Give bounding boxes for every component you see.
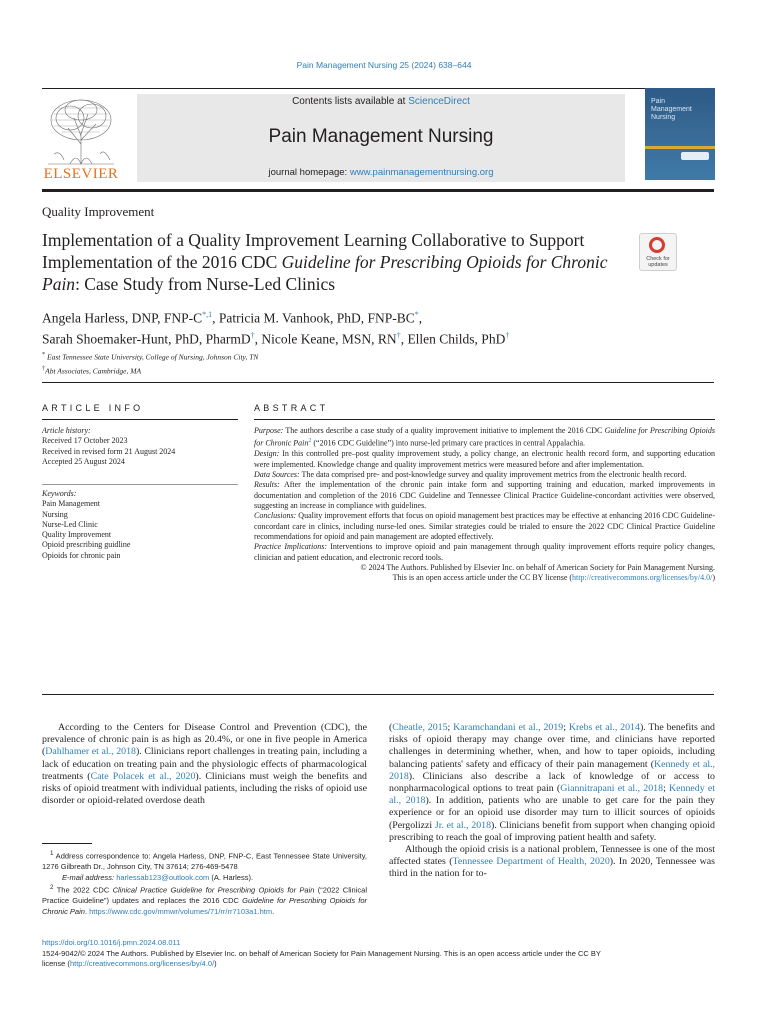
body-text: ). Clinicians also describe a lack of knowledge of or access to nonpharmacological options to treat pain (: [389, 770, 715, 795]
history-label: Article history:: [42, 426, 91, 435]
abstract-results: [254, 480, 715, 511]
footnote-2: [42, 883, 367, 917]
keyword-item: Quality Improvement: [42, 530, 112, 540]
footer-license-suffix: ): [214, 959, 217, 968]
title-part-a: Implementation of a Quality Improvement Learning Collaborative to Support Implementation of the 2016 CDC: [42, 230, 585, 272]
affiliation-1: East Tennessee State University, College of Nursing, Johnson City, TN: [47, 352, 259, 362]
info-top-rule: [42, 382, 714, 383]
footnote-2-italic: Guideline for Prescribing Opioids for Chronic Pain: [42, 896, 367, 916]
author-keane: , Nicole Keane, MSN, RN: [254, 331, 397, 346]
footnote-1-marker: 1: [50, 850, 54, 857]
citation-link[interactable]: Kennedy et al., 2018: [389, 758, 716, 782]
citation-link[interactable]: Krebs et al., 2014: [568, 722, 640, 733]
email-link[interactable]: harlessab123@outlook.com: [116, 872, 210, 882]
citation-link[interactable]: Dahlhamer et al., 2018: [45, 746, 136, 758]
keyword-item: Nurse-Led Clinic: [42, 519, 98, 529]
sources-text: The data comprised pre- and post-knowledge survey and quality improvement metrics from the electronic health record.: [299, 470, 687, 480]
keywords-list: [42, 489, 242, 561]
keyword-item: Nursing: [42, 509, 68, 519]
abstract-data-sources: [254, 470, 715, 480]
author-vanhook-marker[interactable]: *: [414, 310, 419, 319]
abstract-rule: [254, 419, 715, 420]
history-accepted: Accepted 25 August 2024: [42, 456, 125, 466]
footnote-2-number: 2: [50, 884, 54, 891]
sciencedirect-link[interactable]: ScienceDirect: [408, 96, 470, 107]
affiliation-marker-1: *: [42, 351, 46, 358]
footnote-1: [42, 849, 367, 873]
abstract-license: [254, 573, 715, 583]
abstract-conclusions: [254, 511, 715, 542]
journal-cover-thumbnail[interactable]: [645, 88, 715, 180]
body-text: ). In 2020, Tennessee was third in the nation for to-: [389, 856, 715, 880]
body-text: ). Clinicians must weigh the benefits and risks of opioid treatment with individual patients, including the risks of opioid use disorder or opioid-related overdose death: [42, 770, 367, 807]
purpose-text-a: The authors describe a case study of a quality improvement initiative to implement the 2016 CDC: [283, 426, 605, 435]
footnote-2-text: (“2022 Clinical Practice Guideline”) updates and replaces the 2016 CDC: [42, 885, 367, 905]
title-italic: Guideline for Prescribing Opioids for Chronic Pain: [42, 252, 608, 294]
author-keane-marker[interactable]: †: [396, 330, 401, 340]
body-left-column: [42, 722, 367, 807]
citation-link[interactable]: Cheatle, 2015: [392, 722, 448, 733]
license-suffix: ): [712, 573, 715, 583]
email-suffix: (A. Harless).: [209, 872, 254, 882]
cover-stripe: [645, 146, 715, 149]
article-info-heading: ARTICLE INFO: [42, 403, 144, 413]
footnote-rule: [42, 843, 92, 844]
footnote-1-text: Address correspondence to: Angela Harless, DNP, FNP-C, East Tennessee State University, 1276 Gilbreath Dr., Johnson City, TN 37614; 276-469-5478: [42, 851, 367, 871]
citation-link[interactable]: Cate Polacek et al., 2020: [90, 770, 196, 782]
check-updates-icon: [649, 237, 665, 253]
design-text: In this controlled pre–post quality improvement study, a policy change, an electronic health record form, and supporting education were implemented. Knowledge change and quality improvement metrics were measured before and after implementation.: [254, 449, 715, 469]
abstract-implications: [254, 542, 715, 563]
article-info-rule: [42, 419, 238, 420]
history-received: Received 17 October 2023: [42, 436, 128, 446]
footnote-2-text: The 2022 CDC: [53, 885, 113, 895]
doi-link[interactable]: https://doi.org/10.1016/j.pmn.2024.08.011: [42, 938, 181, 947]
license-link[interactable]: http://creativecommons.org/licenses/by/4.0/: [572, 573, 713, 583]
cover-title: Pain Management Nursing: [651, 98, 692, 121]
body-text: According to the Centers for Disease Control and Prevention (CDC), the prevalence of chronic pain is as high as 20.4%, or one in five people in America (: [42, 722, 367, 758]
title-part-b: : Case Study from Nurse-Led Clinics: [75, 274, 336, 294]
author-harless: Angela Harless, DNP, FNP-C: [42, 310, 203, 326]
citation-link[interactable]: Kennedy et al., 2018: [389, 783, 715, 807]
body-text: ). In addition, patients who are unable to get care for the pain they experience or for an opioid use disorder may turn to illicit sources of opioids (Pergolizzi: [389, 795, 715, 831]
footnote-2-marker[interactable]: 2: [308, 438, 312, 445]
email-label: E-mail address:: [62, 872, 117, 882]
publisher-name: ELSEVIER: [43, 166, 119, 182]
contents-prefix: Contents lists available at: [292, 96, 409, 107]
footer-copyright: 1524-9042/© 2024 The Authors. Published by Elsevier Inc. on behalf of American Society for Pain Management Nursing. This is an open access article under the CC BY: [42, 948, 601, 958]
body-paragraph-1: [42, 722, 367, 807]
article-title: [42, 229, 617, 295]
cover-society-badge: [681, 152, 709, 160]
abstract-design: [254, 449, 715, 470]
abstract-heading: ABSTRACT: [254, 403, 329, 413]
cdc-mmwr-link[interactable]: https://www.cdc.gov/mmwr/volumes/71/rr/rr7103a1.htm: [89, 906, 273, 916]
license-prefix: This is an open access article under the CC BY license (: [392, 573, 573, 583]
design-label: Design:: [254, 449, 280, 459]
footnote-2-italic: Clinical Practice Guideline for Prescribing Opioids for Pain: [112, 885, 315, 895]
history-revised: Received in revised form 21 August 2024: [42, 446, 176, 456]
results-text: After the implementation of the chronic pain intake form and supporting training and education, marked improvements in documentation and completion of the 2016 CDC Guideline and Tennessee Clinical Practice Guideline-concordant activities were observed, suggesting an increase in compliance with guidelines.: [254, 480, 715, 511]
page-footer: [42, 938, 722, 970]
affiliation-2: Abt Associates, Cambridge, MA: [45, 366, 142, 375]
body-text: ). The benefits and risks of opioid therapy may change over time, and clinicians have reported challenges in determining whether, when, and how to taper opioids, including balancing patients' safety and efficacy of their pain management (: [389, 722, 715, 770]
footer-license-prefix: license (: [42, 959, 70, 968]
author-childs-marker[interactable]: †: [505, 330, 510, 340]
journal-homepage: [137, 167, 625, 178]
journal-reference[interactable]: Pain Management Nursing 25 (2024) 638–644: [296, 60, 472, 70]
body-paragraph-2: [389, 844, 715, 881]
keyword-item: Opioid prescribing guidline: [42, 540, 131, 550]
body-text: ). Clinicians report challenges in treating pain, including a lack of education on treating pain and the physiologic effects of pharmacological treatments (: [42, 746, 367, 782]
citation-link[interactable]: Giannitrapani et al., 2018: [560, 783, 664, 795]
purpose-text-b: (“2016 CDC Guideline”) into nurse-led primary care practices in central Appalachia.: [311, 439, 586, 448]
implications-label: Practice Implications:: [254, 542, 327, 552]
purpose-italic: Guideline for Prescribing Opioids for Chronic Pain: [254, 426, 715, 448]
contents-line: [137, 96, 625, 107]
article-history: [42, 426, 242, 467]
affiliation-marker-2: †: [42, 364, 46, 372]
body-text: ). Clinicians benefit from support when changing opioid prescribing to reach the goal of improving patient health and safety.: [389, 819, 715, 843]
homepage-prefix: journal homepage:: [268, 167, 350, 178]
keywords-rule: [42, 484, 238, 485]
header-divider: [42, 88, 714, 89]
purpose-label: Purpose:: [254, 426, 284, 435]
footnote-2-end: .: [272, 906, 275, 916]
author-shoemaker-marker[interactable]: †: [250, 330, 255, 340]
abstract-purpose: [254, 426, 715, 449]
footer-license-link[interactable]: http://creativecommons.org/licenses/by/4.0/: [69, 959, 215, 968]
author-vanhook: , Patricia M. Vanhook, PhD, FNP-BC: [212, 310, 415, 326]
abstract-bottom-rule: [42, 694, 714, 695]
journal-title: Pain Management Nursing: [268, 126, 494, 147]
check-updates-label: Check for updates: [646, 256, 670, 268]
author-list: [42, 306, 722, 347]
keywords-label: Keywords:: [42, 489, 77, 498]
citation-link[interactable]: Tennessee Department of Health, 2020: [452, 856, 610, 868]
footnote-2-text: .: [84, 906, 90, 916]
author-childs: , Ellen Childs, PhD: [400, 331, 506, 346]
implications-text: Interventions to improve opioid and pain management through quality improvement efforts require policy changes, clinician and patient education, and electronic record tools.: [254, 542, 715, 562]
author-separator: ,: [418, 310, 423, 326]
author-harless-marker[interactable]: *,1: [202, 310, 213, 319]
footnotes: [42, 849, 367, 917]
abstract-body: [254, 426, 715, 584]
body-paragraph-1-cont: (Cheatle, 2015; Karamchandani et al., 2019; Krebs et al., 2014). The benefits and risks of opioid therapy may change over time, and clinicians have reported challenges in determining whether, when, and how to taper opioids, including balancing patients' safety and efficacy of their pain management (Kennedy et al., 2018). Clinicians also describe a lack of knowledge of or access to nonpharmacological options to treat pain (Giannitrapani et al., 2018; Kennedy et al., 2018). In addition, patients who are unable to get care for the pain they experience or for an opioid use disorder may turn to illicit sources of opioids (Pergolizzi Jr. et al., 2018). Clinicians benefit from support when changing opioid prescribing to reach the goal of improving patient health and safety.: [389, 722, 716, 843]
results-label: Results:: [254, 480, 280, 490]
sources-label: Data Sources:: [254, 470, 300, 480]
affiliations: [42, 349, 258, 376]
citation-link[interactable]: Jr. et al., 2018: [434, 819, 492, 831]
header-thick-divider: [42, 189, 714, 192]
keyword-item: Opioids for chronic pain: [42, 550, 121, 560]
body-text: Although the opioid crisis is a national problem, Tennessee is one of the most affected states (: [389, 844, 715, 868]
author-shoemaker-hunt: Sarah Shoemaker-Hunt, PhD, PharmD: [42, 331, 251, 346]
check-for-updates-button[interactable]: [639, 233, 677, 271]
body-right-column: [389, 722, 715, 881]
footnote-email: [42, 873, 367, 884]
homepage-link[interactable]: www.painmanagementnursing.org: [349, 167, 494, 178]
conclusions-text: Quality improvement efforts that focus on opioid management best practices may be effective at enhancing 2016 CDC Guideline-concordant care in clinics, including nurse-led ones. Similar strategies could be trialed to ensure the 2022 CDC Clinical Practice Guideline recommendations for opioid and pain management are adopted effectively.: [254, 511, 715, 542]
conclusions-label: Conclusions:: [254, 511, 297, 521]
keyword-item: Pain Management: [42, 499, 100, 509]
abstract-copyright: © 2024 The Authors. Published by Elsevier Inc. on behalf of American Society for Pain Management Nursing.: [360, 563, 715, 573]
article-section: Quality Improvement: [42, 204, 155, 219]
citation-link[interactable]: Karamchandani et al., 2019: [453, 722, 564, 733]
